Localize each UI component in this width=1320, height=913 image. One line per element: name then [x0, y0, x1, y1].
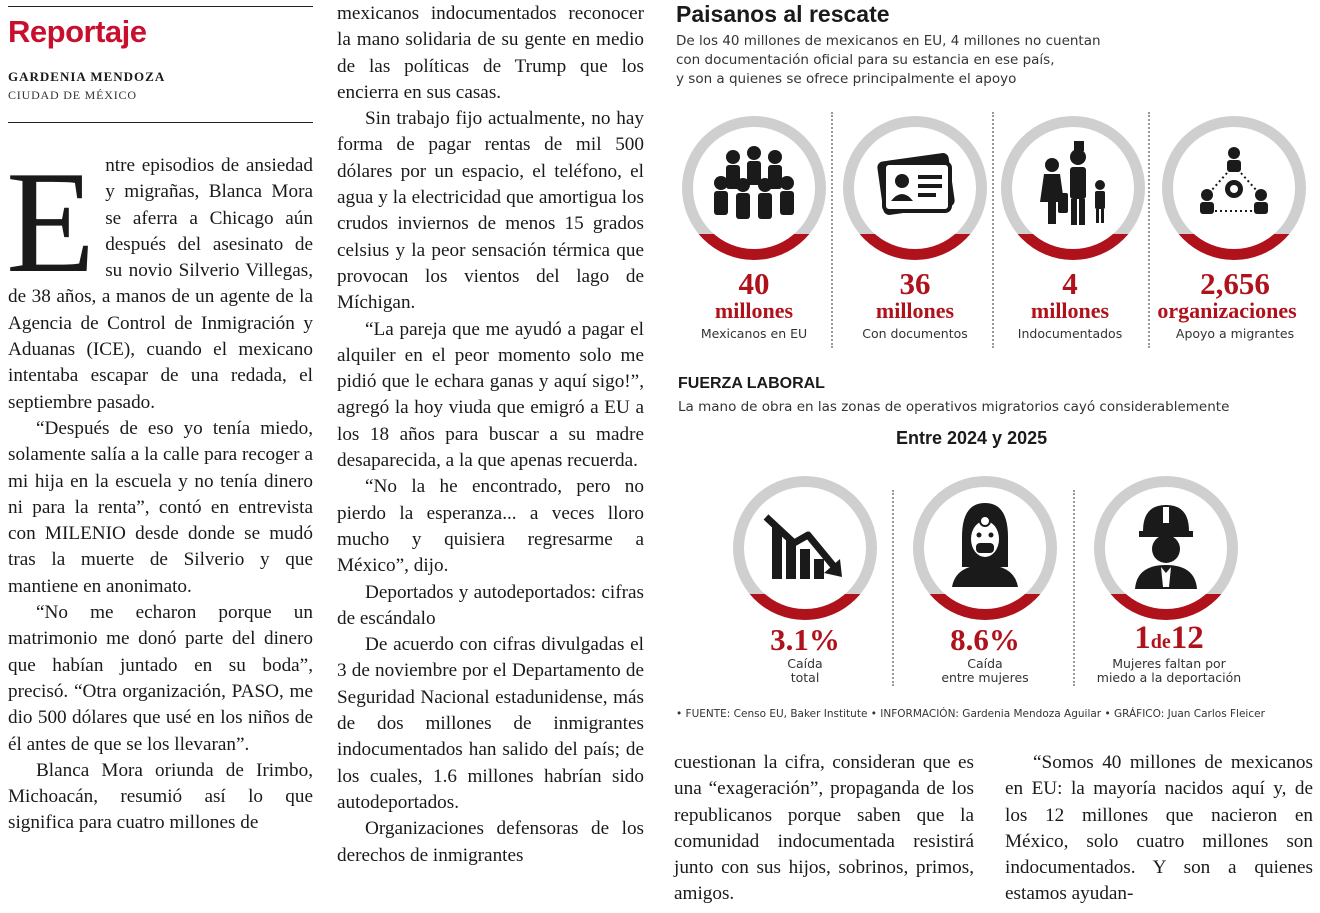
article-paragraph: Blanca Mora oriunda de Irimbo, Michoacán, resumió así lo que significa para cuatro millones de	[8, 759, 313, 834]
stat-value: 4	[1062, 266, 1078, 301]
article-paragraph: Organizaciones defensoras de los derechos de inmigrantes	[337, 818, 644, 866]
worker-icon	[1105, 487, 1227, 609]
stat-label: Indocumentados	[1017, 326, 1123, 341]
article-paragraph: “No me echaron porque un matrimonio me donó parte del dinero que habían juntado en su boda”, precisó. “Otra organización, PASO, me dio 500 dólares que usé en los niños de él antes de que se los llevaran”.	[8, 602, 313, 755]
stat-ring	[1001, 116, 1145, 260]
stat-unit: millones	[714, 298, 794, 323]
labor-label	[1084, 657, 1254, 685]
article-paragraph: ntre episodios de ansiedad y migrañas, Blanca Mora se aferra a Chicago aún después del asesinato de su novio Silverio Villegas, de 38 años, a manos de un agente de la Agencia de Control de Inmigración y Aduanas (ICE), cuando el mexicano intentaba escapar de una redada, el septiembre pasado.	[8, 155, 313, 413]
stat-value: 40	[738, 266, 770, 301]
woman-worker-icon	[924, 487, 1046, 609]
article-paragraph: mexicanos indocumentados reconocer la mano solidaria de su gente en medio de las políticas de Trump que los encierra en sus casas.	[337, 3, 644, 103]
article-paragraph: Sin trabajo fijo actualmente, no hay forma de pagar rentas de mil 500 dólares por un espacio, el teléfono, el agua y la electricidad que amortigua los crudos inviernos de menos 15 grados celsius y la peor sensación térmica que provocan los vientos del lago de Míchigan.	[337, 108, 644, 314]
graphic-intro-line: con documentación oficial para su estancia en ese país,	[676, 52, 1055, 68]
graphic-intro-line: y son a quienes se ofrece principalmente el apoyo	[676, 71, 1017, 87]
stat-value: 2,656	[1200, 266, 1270, 301]
divider	[992, 112, 994, 348]
drop-cap: E	[6, 141, 96, 303]
section-kicker: Reportaje	[8, 14, 147, 49]
stat-label: Mexicanos en EU	[700, 326, 808, 341]
labor-value-b: 12	[1170, 620, 1204, 656]
article-paragraph: “No la he encontrado, pero no pierdo la esperanza... a veces lloro mucho y quisiera regresarme a México”, dijo.	[337, 476, 644, 577]
stat-unit: organizaciones	[1157, 298, 1297, 323]
stat-unit: millones	[875, 298, 955, 323]
article-column-4	[1005, 750, 1313, 908]
dateline-location: CIUDAD DE MÉXICO	[8, 88, 137, 102]
labor-label	[913, 657, 1057, 685]
crowd-icon	[693, 127, 815, 249]
id-card-icon	[854, 127, 976, 249]
labor-label-line: miedo a la deportación	[1096, 670, 1242, 685]
article-paragraph: “La pareja que me ayudó a pagar el alquiler en el peor momento solo me pidió que le echara ganas y aquí sigo!”, agregó la hoy viuda que emigró a EU a los 18 años para buscar a su madre desaparecida, a la que apenas recuerda.	[337, 318, 644, 472]
labor-label-line: entre mujeres	[941, 670, 1029, 685]
article-column-1	[6, 141, 313, 837]
stat-unit: millones	[1030, 298, 1110, 323]
period-label: Entre 2024 y 2025	[896, 428, 1048, 448]
section-heading: FUERZA LABORAL	[678, 375, 825, 392]
divider	[831, 112, 833, 348]
labor-label-line: Caída	[967, 656, 1003, 671]
labor-value	[1084, 620, 1254, 657]
labor-label-line: Mujeres faltan por	[1112, 656, 1226, 671]
family-icon	[1012, 127, 1134, 249]
stat-ring	[1162, 116, 1306, 260]
author-byline: GARDENIA MENDOZA	[8, 69, 166, 84]
stat-ring	[682, 116, 826, 260]
article-paragraph: cuestionan la cifra, consideran que es una “exageración”, propaganda de los republicanos porque saben que la comunidad indocumentada resistirá junto con sus hijos, sobrinos, primos, amigos.	[674, 752, 974, 905]
section-subheading: La mano de obra en las zonas de operativos migratorios cayó considerablemente	[678, 399, 1230, 415]
labor-value-a: 1	[1134, 620, 1151, 656]
stat-ring	[1094, 476, 1238, 620]
graphic-intro	[676, 32, 1196, 89]
stat-ring	[733, 476, 877, 620]
labor-value: 8.6%	[950, 622, 1020, 657]
labor-label-line: total	[790, 670, 820, 685]
labor-value-de: de	[1150, 631, 1171, 653]
top-rule	[8, 6, 313, 7]
graphic-title: Paisanos al rescate	[676, 1, 890, 27]
stat-value: 36	[899, 266, 931, 301]
stat-ring	[913, 476, 1057, 620]
graphic-source-credit: • FUENTE: Censo EU, Baker Institute • INFORMACIÓN: Gardenia Mendoza Aguilar • GRÁFICO: Juan Carlos Fleicer	[676, 708, 1265, 720]
byline-rule	[8, 122, 313, 123]
stat-ring	[843, 116, 987, 260]
article-paragraph: De acuerdo con cifras divulgadas el 3 de noviembre por el Departamento de Seguridad Nacional estadunidense, más de dos millones de inmigrantes indocumentados han salido del país; de los cuales, 1.6 millones habrían sido autodeportados.	[337, 634, 644, 813]
labor-label	[733, 657, 877, 685]
network-icon	[1173, 127, 1295, 249]
article-column-3	[674, 750, 974, 908]
divider	[1073, 490, 1075, 686]
stat-label: Con documentos	[862, 326, 968, 341]
chart-down-icon	[744, 487, 866, 609]
divider	[892, 490, 894, 686]
labor-value: 3.1%	[770, 622, 840, 657]
labor-label-line: Caída	[787, 656, 823, 671]
article-paragraph: “Somos 40 millones de mexicanos en EU: la mayoría nacidos aquí y, de los 12 millones que nacieron en México, solo cuatro millones son indocumentados. Y son a quienes estamos ayudan-	[1005, 752, 1313, 905]
graphic-intro-line: De los 40 millones de mexicanos en EU, 4 millones no cuentan	[676, 33, 1101, 49]
article-subhead: Deportados y autodeportados: cifras de escándalo	[337, 581, 644, 629]
stat-label: Apoyo a migrantes	[1175, 326, 1295, 341]
article-paragraph: “Después de eso yo tenía miedo, solamente salía a la calle para recoger a mi hija en la escuela y no tenía dinero ni para la renta”, contó en entrevista con MILENIO desde donde se mudó tras la muerte de Silverio y que mantiene en anonimato.	[8, 417, 313, 597]
article-column-2	[337, 1, 644, 869]
